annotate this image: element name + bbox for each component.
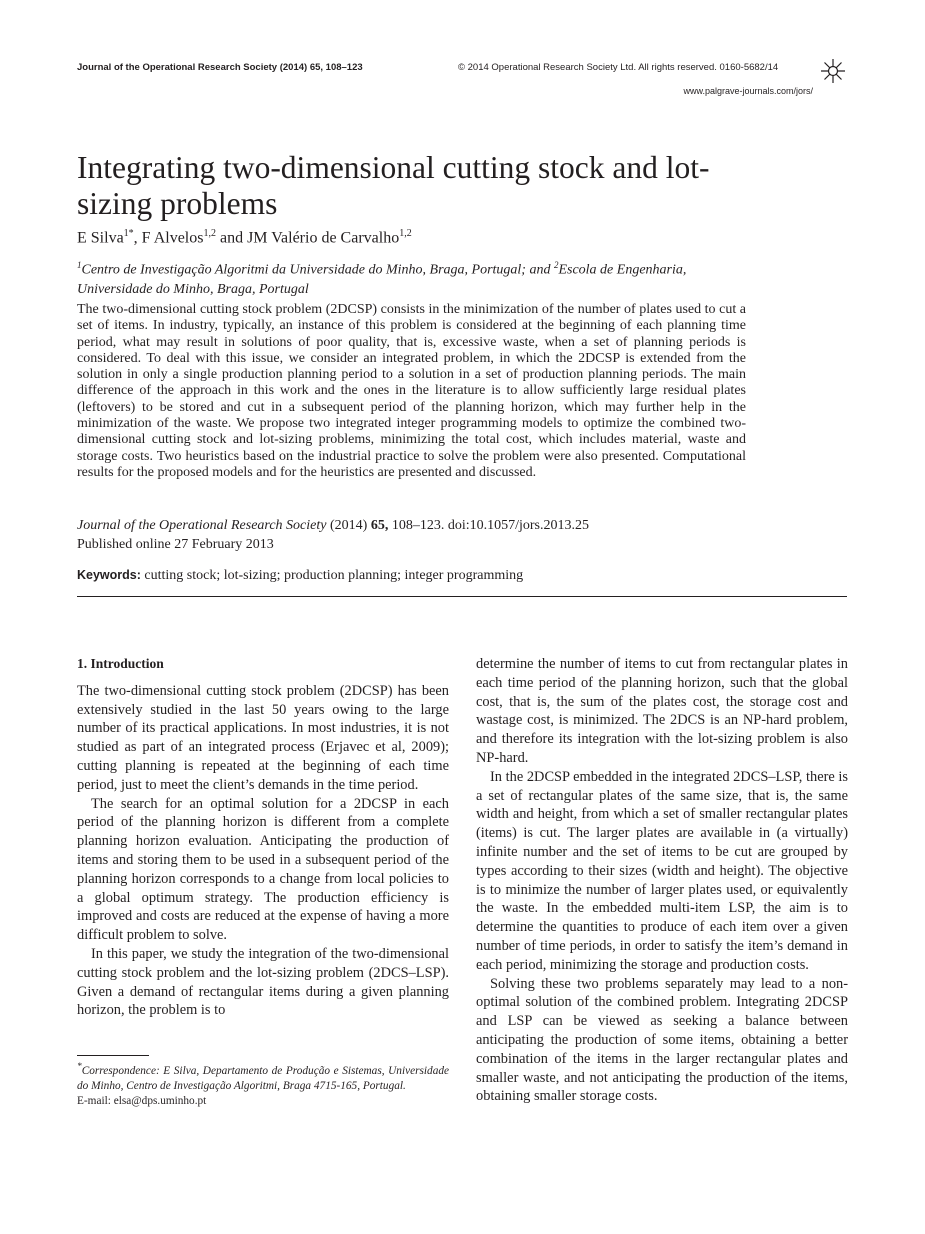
publisher-logo-icon [820,58,846,84]
abstract: The two-dimensional cutting stock problem (2DCSP) consists in the minimization of the number of plates used to cut a set of items. In industry, typically, an instance of this problem is considered at the beginning of each planning time period, what may result in solutions of poor quality, that is, excessive waste, when a set of planning periods is considered. To deal with this issue, we consider an integrated problem, in which the 2DCSP is extended from the solution in only a single production planning period to a solution in a set of production planning periods. The main difference of the approach in this work and the ones in the literature is to allow sufficiently large residual plates (leftovers) to be stored and cut in a subsequent period of the planning horizon, which may further help in the minimization of the waste. We propose two integrated integer programming models to optimize the combined two-dimensional cutting stock and lot-sizing problems, minimizing the total cost, which includes material, waste and storage costs. Two heuristics based on the industrial practice to solve the problem were also presented. Computational results for the proposed models and for the heuristics are presented and discussed. [77,302,746,480]
paragraph: The search for an optimal solution for a 2DCSP in each period of the planning horizon is different from a complete planning horizon evaluation. Anticipating the production of items and storing them to be used in a subsequent period of the planning horizon corresponds to a change from local policies to a global optimum strategy. The production efficiency is improved and costs are reduced at the expense of having a more difficult problem to solve. [77,795,449,944]
publication-date: Published online 27 February 2013 [77,537,274,552]
left-column [77,655,449,1020]
citation-doi: 108–123. doi:10.1057/jors.2013.25 [391,518,589,533]
paragraph: In the 2DCSP embedded in the integrated 2DCS–LSP, there is a set of rectangular plates of the same size, that is, the same width and height, from which a set of smaller rectangular plates (items) is cut. The larger plates are available in (a virtually) infinite number and the set of items to be cut are grouped by types according to their sizes (width and height). The objective is to minimize the number of larger plates used, or equivalently the waste. In the embedded multi-item LSP, the aim is to determine the quantities to produce of each item over a given number of time periods, in order to satisfy the item’s demand in each period, minimizing the storage and production costs. [476,768,848,973]
journal-header: Journal of the Operational Research Society (2014) 65, 108–123 [77,62,363,73]
author-affiliation-mark: 1,2 [399,228,412,239]
journal-url[interactable]: www.palgrave-journals.com/jors/ [683,86,813,96]
keywords-list: cutting stock; lot-sizing; production planning; integer programming [144,568,524,583]
article-title: Integrating two-dimensional cutting stock and lot-sizing problems [77,150,710,221]
affiliation-mark: 2 [553,260,559,270]
keywords [77,568,523,584]
correspondence-text [77,1060,449,1094]
section-divider [77,596,847,597]
correspondence-footnote [77,1060,449,1110]
author-name: F Alvelos [141,229,204,247]
keywords-label: Keywords: [77,568,141,582]
citation-year: (2014) [329,518,368,533]
author-list: E Silva$^{1*}$, F Alvelos$^{1,2}$ and JM Valério de Carvalho$^{1,2}$ [77,228,412,247]
correspondence-details: Correspondence: E Silva, Departamento de Produção e Sistemas, Universidade do Minho, Centro de Investigação Algoritmi, Braga 4715-165, Portugal. [77,1064,449,1093]
author-affiliation-mark: 1,2 [203,228,216,239]
paragraph-continued: determine the number of items to cut from rectangular plates in each time period of the planning horizon, such that the global cost, that is, the sum of the plates cost, the storage cost and wastage cost, is minimized. The 2DCS is an NP-hard problem, and therefore its integration with the lot-sizing problem is also NP-hard. [476,656,848,766]
section-heading: 1. Introduction [77,656,164,671]
paragraph: In this paper, we study the integration of the two-dimensional cutting stock problem and the lot-sizing problem (2DCS–LSP). Given a demand of rectangular items during a given planning horizon, the problem is to [77,945,449,1019]
correspondence-email[interactable]: E-mail: elsa@dps.uminho.pt [77,1095,207,1108]
author-name: E Silva [77,229,124,247]
affiliation-2: Escola de Engenharia, Universidade do Minho, Braga, Portugal [77,262,687,297]
paragraph: The two-dimensional cutting stock problem (2DCSP) has been extensively studied in the last 50 years owing to the large number of its practical applications. In most industries, it is not studied as part of an integrated process (Erjavec et al, 2009); cutting planning is repeated at the beginning of each time period, just to meet the client’s demands in the time period. [77,682,449,793]
footnote-divider [77,1055,149,1056]
affiliations [77,256,717,299]
author-name: JM Valério de Carvalho [247,229,400,247]
affiliation-1: Centro de Investigação Algoritmi da Universidade do Minho, Braga, Portugal; and [81,262,554,278]
copyright-notice: © 2014 Operational Research Society Ltd. All rights reserved. 0160-5682/14 [458,62,779,73]
right-column [476,655,848,1106]
author-affiliation-mark: 1* [123,228,134,239]
citation-journal: Journal of the Operational Research Society [77,518,327,533]
footnote-mark: * [77,1062,82,1072]
affiliation-mark: 1 [77,260,82,270]
paragraph: Solving these two problems separately may lead to a non-optimal solution of the combined problem. Integrating 2DCSP and LSP can be viewed as seeking a balance between anticipating the production of some items, obtaining a better combination of the items in the larger rectangular plates and smaller waste, and not anticipating the production of the items, obtaining smaller storage costs. [476,975,848,1105]
citation-line [77,517,589,535]
citation-volume: 65, [370,518,389,533]
